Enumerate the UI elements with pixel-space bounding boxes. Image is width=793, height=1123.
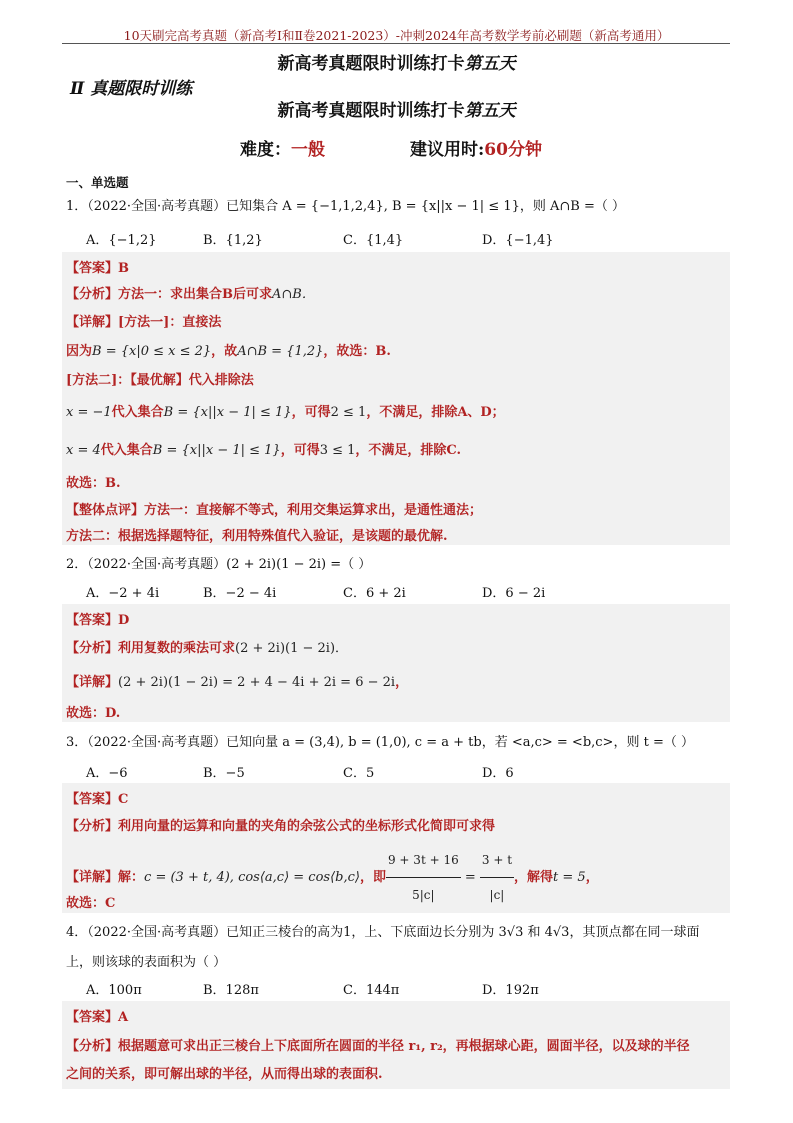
difficulty-label: 难度：一般: [240, 140, 325, 160]
page-title: 新高考真题限时训练打卡第五天: [277, 54, 516, 74]
q3-option-a: A．−6: [86, 766, 128, 781]
q1-option-d: D．{−1,4}: [482, 233, 554, 248]
header-rule: [62, 43, 730, 44]
q1-review: 【整体点评】方法一：直接解不等式，利用交集运算求出，是通性通法；: [66, 503, 483, 518]
q1-method2-heading: [方法二]：【最优解】代入排除法: [66, 373, 254, 388]
q4-option-c: C．144π: [343, 983, 400, 998]
q1-choose: 故选：B.: [66, 476, 121, 491]
question-4-text-2: 上，则该球的表面积为（ ）: [66, 955, 227, 970]
q2-option-d: D．6 − 2i: [482, 586, 546, 601]
question-1-text: 1．（2022·全国·高考真题）已知集合 A = {−1,1,2,4}, B = {x||x − 1| ≤ 1}，则 A∩B =（ ）: [66, 199, 626, 214]
running-header: 10天刷完高考真题（新高考Ⅰ和Ⅱ卷2021-2023）-冲刺2024年高考数学考前必刷题（新高考通用）: [123, 28, 670, 43]
q2-solution-block: [62, 604, 730, 722]
q3-analysis: 【分析】利用向量的运算和向量的夹角的余弦公式的坐标形式化简即可求得: [66, 819, 496, 834]
q4-analysis-2: 之间的关系，即可解出球的半径，从而得出球的表面积.: [66, 1067, 383, 1082]
q2-option-b: B．−2 − 4i: [203, 586, 277, 601]
q1-analysis: 【分析】方法一：求出集合B后可求A∩B．: [66, 287, 315, 302]
q2-detail: 【详解】(2 + 2i)(1 − 2i) = 2 + 4 − 4i + 2i = 6 − 2i，: [66, 675, 409, 690]
q1-method2-line1: x = −1代入集合B = {x||x − 1| ≤ 1}，可得2 ≤ 1，不满足，排除A、D；: [66, 405, 505, 420]
question-3-text: 3．（2022·全国·高考真题）已知向量 a = (3,4), b = (1,0), c = a + tb，若 <a,c> = <b,c>，则 t =（ ）: [66, 735, 694, 750]
q2-answer: 【答案】D: [66, 613, 130, 628]
q1-method2-line2: x = 4代入集合B = {x||x − 1| ≤ 1}，可得3 ≤ 1，不满足，排除C.: [66, 443, 462, 458]
q1-option-b: B．{1,2}: [203, 233, 263, 248]
q2-option-c: C．6 + 2i: [343, 586, 406, 601]
q1-option-a: A．{−1,2}: [86, 233, 157, 248]
q3-answer: 【答案】C: [66, 792, 129, 807]
q3-option-b: B．−5: [203, 766, 245, 781]
q1-detail-method1: 因为B = {x|0 ≤ x ≤ 2}，故A∩B = {1,2}，故选：B.: [66, 344, 391, 359]
q2-choose: 故选：D.: [66, 706, 121, 721]
q4-analysis: 【分析】根据题意可求出正三棱台上下底面所在圆面的半径 r₁, r₂，再根据球心距，圆面半径，以及球的半径: [66, 1039, 690, 1054]
q4-option-b: B．128π: [203, 983, 259, 998]
question-4-text: 4．（2022·全国·高考真题）已知正三棱台的高为1，上、下底面边长分别为 3√3 和 4√3，其顶点都在同一球面: [66, 925, 700, 940]
q3-choose: 故选：C: [66, 896, 116, 911]
section-heading: Ⅱ 真题限时训练: [70, 79, 193, 99]
q3-detail: 【详解】解：c = (3 + t, 4), cos⟨a,c⟩ = cos⟨b,c⟩，即 $\frac{9 + 3t + 16}{5|c|}$ = $\frac{3 + t}{|c|}$ ，解得t = 5，: [66, 843, 599, 877]
fraction-right: $\frac{3 + t}{|c|}$: [480, 843, 514, 912]
fraction-left: $\frac{9 + 3t + 16}{5|c|}$: [386, 843, 461, 912]
q1-detail: 【详解】[方法一]：直接法: [66, 315, 222, 330]
part-heading: 一、单选题: [66, 175, 129, 190]
q1-review-2: 方法二：根据选择题特征，利用特殊值代入验证，是该题的最优解.: [66, 529, 448, 544]
q3-option-c: C．5: [343, 766, 375, 781]
q4-option-a: A．100π: [86, 983, 142, 998]
q1-answer: 【答案】B: [66, 261, 129, 276]
q4-answer: 【答案】A: [66, 1010, 129, 1025]
q2-analysis: 【分析】利用复数的乘法可求(2 + 2i)(1 − 2i)．: [66, 641, 349, 656]
q4-option-d: D．192π: [482, 983, 539, 998]
q1-option-c: C．{1,4}: [343, 233, 404, 248]
time-label: 建议用时:60分钟: [410, 140, 542, 160]
page-title-repeat: 新高考真题限时训练打卡第五天: [277, 101, 516, 121]
question-2-text: 2．（2022·全国·高考真题）(2 + 2i)(1 − 2i) =（ ）: [66, 557, 372, 572]
q3-option-d: D．6: [482, 766, 514, 781]
q2-option-a: A．−2 + 4i: [86, 586, 160, 601]
